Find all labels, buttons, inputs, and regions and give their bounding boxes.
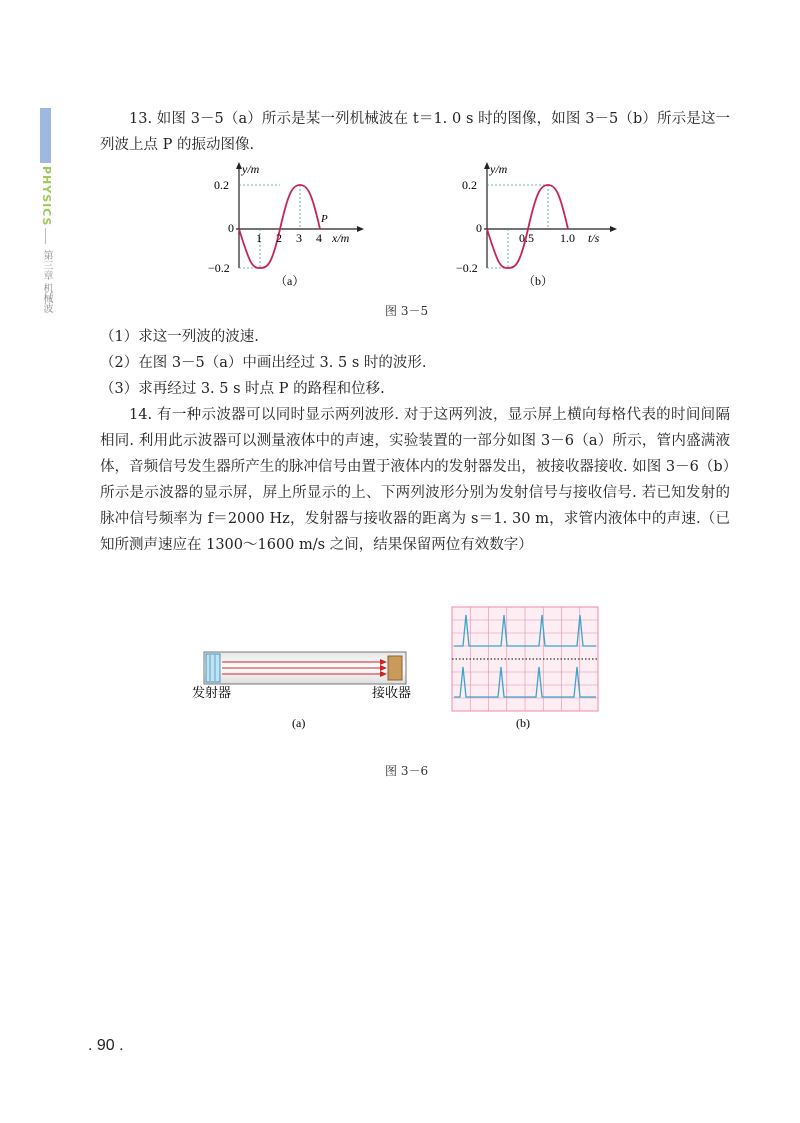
- b-ylabel: y/m: [490, 162, 508, 176]
- question-14-text: 14. 有一种示波器可以同时显示两列波形. 对于这两列波，显示屏上横向每格代表的时间间隔相同. 利用此示波器可以测量液体中的声速，实验装置的一部分如图 3－6（a）所示，管内盛满液体，音频信号发生器所产生的脉冲信号由置于液体内的发射器发出，被接收器接收. 如图 3－6（b）所示是示波器的显示屏，屏上所显示的上、下两列波形分别为发射信号与接收信号. 若已知发射的脉冲信号频率为 f＝2000 Hz，发射器与接收器的距离为 s＝1. 30 m，求管内液体中的声速.（已知所测声速应在 1300～1600 m/s 之间，结果保留两位有效数字）: [100, 407, 730, 553]
- a-ytick-zero: 0: [228, 221, 234, 235]
- question-13-text: 13. 如图 3－5（a）所示是某一列机械波在 t＝1. 0 s 时的图像，如图 3－5（b）所示是这一列波上点 P 的振动图像.: [100, 111, 730, 153]
- a-ylabel: y/m: [242, 162, 260, 176]
- page-number: . 90 .: [88, 1037, 124, 1054]
- sidebar-physics-label: PHYSICS: [40, 166, 53, 227]
- sidebar-divider: [45, 228, 46, 244]
- b-ytick-bottom: −0.2: [456, 261, 478, 275]
- b-ytick-top: 0.2: [462, 178, 477, 192]
- receiver-device: [388, 656, 402, 680]
- a-sublabel: （a）: [275, 274, 305, 288]
- b-ytick-zero: 0: [476, 221, 482, 235]
- question-13-part-3: （3）求再经过 3. 5 s 时点 P 的路程和位移.: [100, 381, 385, 397]
- b-xlabel: t/s: [588, 231, 600, 245]
- wave-b-curve: [487, 185, 568, 268]
- a-xtick-4: 4: [316, 231, 322, 245]
- emitter-label: 发射器: [192, 685, 232, 700]
- figure-3-6b-oscilloscope-screen: [450, 605, 602, 732]
- figure-3-6-caption: 图 3－6: [385, 764, 429, 778]
- a-xtick-3: 3: [296, 231, 302, 245]
- fig36a-sublabel: (a): [292, 716, 306, 730]
- figure-3-5-caption: 图 3－5: [385, 304, 429, 318]
- a-ytick-top: 0.2: [214, 178, 229, 192]
- b-sublabel: （b）: [523, 274, 554, 288]
- a-xlabel: x/m: [332, 231, 350, 245]
- figure-3-5b-vibration-graph: [448, 160, 623, 290]
- a-ytick-bottom: −0.2: [208, 261, 230, 275]
- b-xtick-10: 1.0: [560, 231, 575, 245]
- a-xtick-1: 1: [256, 231, 262, 245]
- sidebar-chapter-label: 第三章 机械波: [41, 250, 52, 314]
- a-xtick-2: 2: [276, 231, 282, 245]
- b-xtick-05: 0.5: [519, 231, 534, 245]
- figure-3-5a-wave-graph: [200, 160, 370, 290]
- question-13-part-1: （1）求这一列波的波速.: [100, 329, 259, 345]
- emitter-device: [206, 654, 220, 682]
- sidebar-accent-bar: [40, 108, 51, 163]
- question-13-part-2: （2）在图 3－5（a）中画出经过 3. 5 s 时的波形.: [100, 355, 427, 371]
- receiver-label: 接收器: [372, 685, 412, 700]
- fig36b-sublabel: (b): [516, 716, 530, 730]
- wave-a-curve: [239, 185, 320, 268]
- figure-3-6a-tube-apparatus: [190, 640, 420, 732]
- a-point-p: P: [321, 213, 328, 225]
